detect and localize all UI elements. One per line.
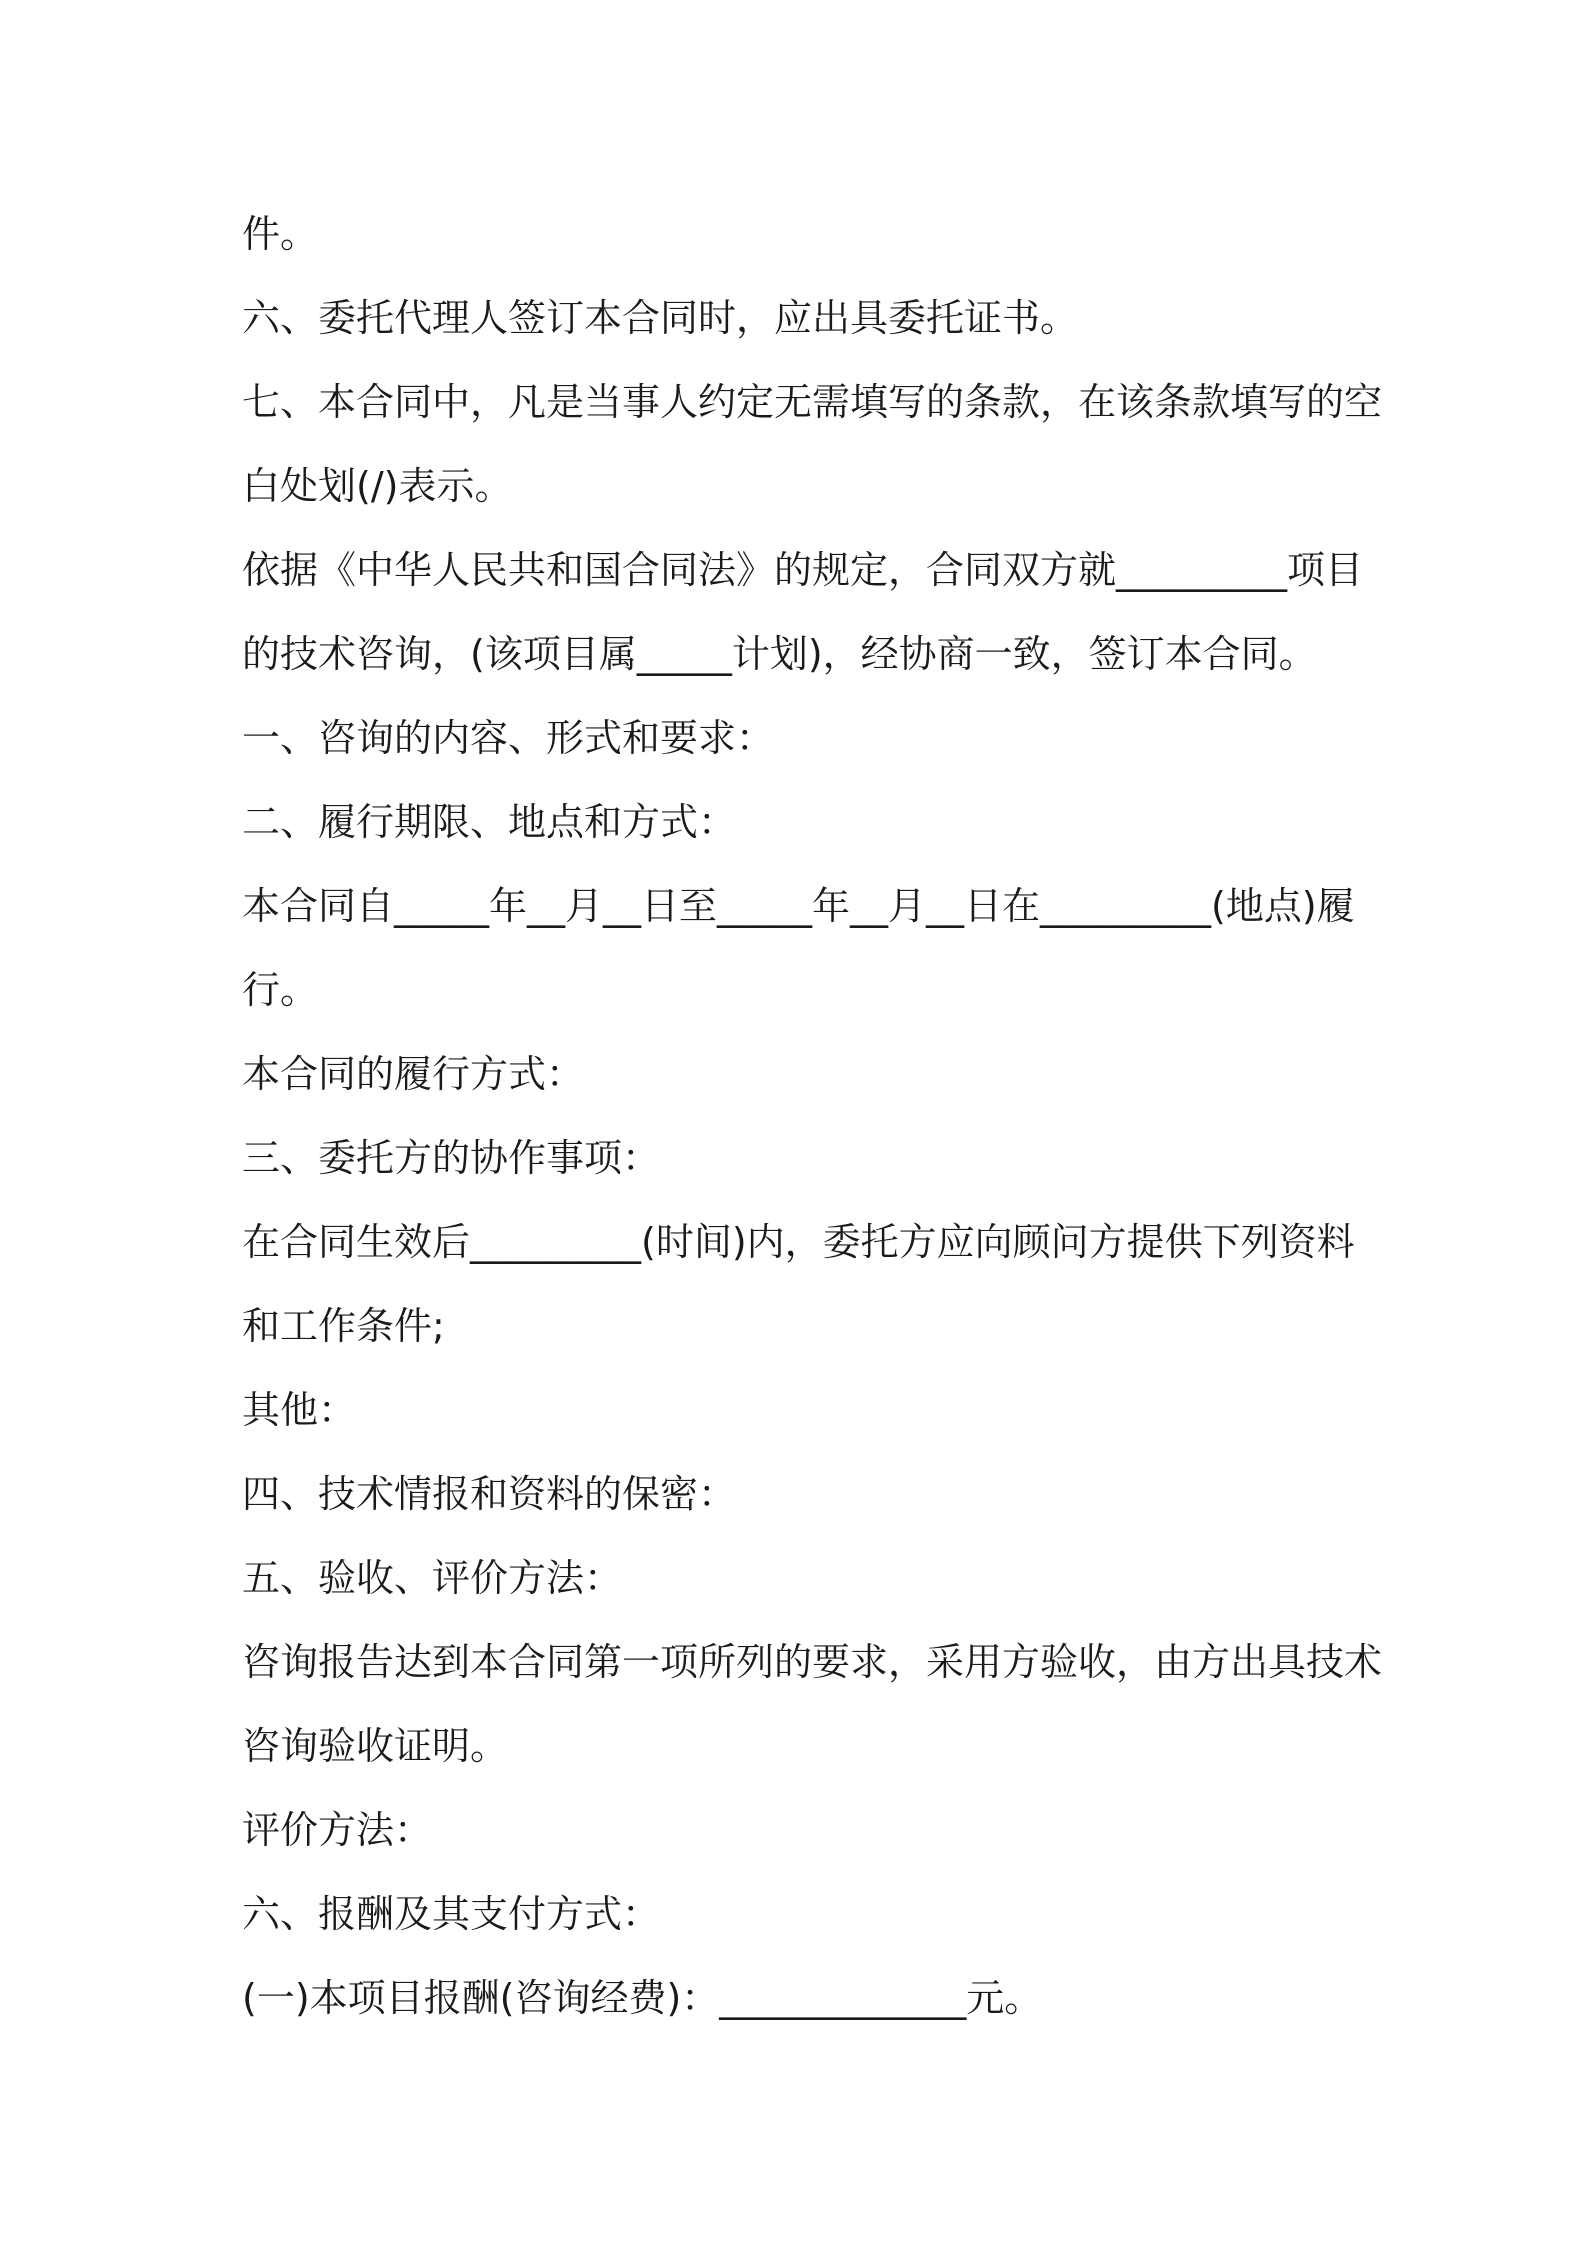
text-line: 其他： <box>242 1388 357 1432</box>
text-line: 本合同的履行方式： <box>242 1052 585 1096</box>
section-heading: 三、委托方的协作事项： <box>242 1136 661 1180</box>
section-heading: 六、报酬及其支付方式： <box>242 1892 661 1936</box>
text-line: 评价方法： <box>242 1808 433 1852</box>
text-line: 咨询报告达到本合同第一项所列的要求，采用方验收，由方出具技术 <box>242 1640 1383 1684</box>
text-line: 行。 <box>242 968 319 1012</box>
text-line: 本合同自_____年__月__日至_____年__月__日在_________(地点)履 <box>242 884 1355 928</box>
text-line: 件。 <box>242 212 319 256</box>
text-line: 和工作条件; <box>242 1304 445 1348</box>
text-line: 咨询验收证明。 <box>242 1724 509 1768</box>
text-line: 七、本合同中，凡是当事人约定无需填写的条款，在该条款填写的空 <box>242 380 1383 424</box>
text-line: 依据《中华人民共和国合同法》的规定，合同双方就_________项目 <box>242 548 1364 592</box>
text-line: 六、委托代理人签订本合同时，应出具委托证书。 <box>242 296 1079 340</box>
text-line: 白处划(/)表示。 <box>242 464 513 508</box>
section-heading: 一、咨询的内容、形式和要求： <box>242 716 775 760</box>
document-body <box>242 192 1383 2040</box>
text-line: (一)本项目报酬(咨询经费)：_____________元。 <box>242 1976 1043 2020</box>
text-line: 的技术咨询，(该项目属_____计划)，经协商一致，签订本合同。 <box>242 632 1317 676</box>
section-heading: 二、履行期限、地点和方式： <box>242 800 737 844</box>
text-line: 在合同生效后_________(时间)内，委托方应向顾问方提供下列资料 <box>242 1220 1355 1264</box>
section-heading: 四、技术情报和资料的保密： <box>242 1472 737 1516</box>
section-heading: 五、验收、评价方法： <box>242 1556 623 1600</box>
